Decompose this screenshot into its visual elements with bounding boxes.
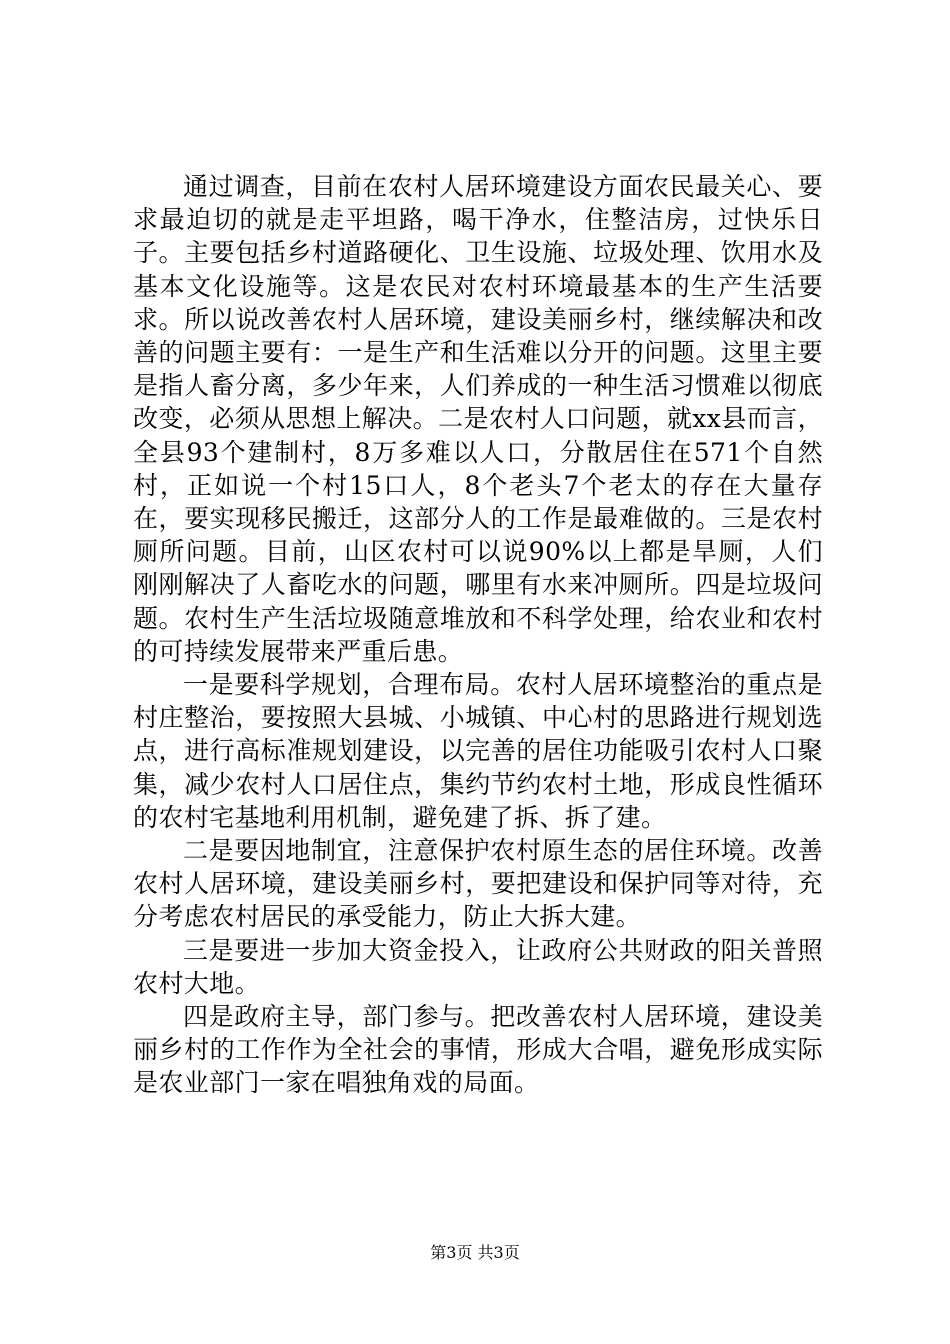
page-number-footer: 第3页 共3页 [430,1243,520,1262]
paragraph: 一是要科学规划，合理布局。农村人居环境整治的重点是村庄整治，要按照大县城、小城镇、中心村的思路进行规划选点，进行高标准规划建设，以完善的居住功能吸引农村人口聚集，减少农村人口居住点，集约节约农村土地，形成良性循环的农村宅基地利用机制，避免建了拆、拆了建。 [133,670,823,832]
paragraph: 四是政府主导，部门参与。把改善农村人居环境，建设美丽乡村的工作作为全社会的事情，形成大合唱，避免形成实际是农业部门一家在唱独角戏的局面。 [133,1002,823,1098]
paragraph: 通过调查，目前在农村人居环境建设方面农民最关心、要求最迫切的就是走平坦路，喝干净水，住整洁房，过快乐日子。主要包括乡村道路硬化、卫生设施、垃圾处理、饮用水及基本文化设施等。这是农民对农村环境最基本的生产生活要求。所以说改善农村人居环境，建设美丽乡村，继续解决和改善的问题主要有：一是生产和生活难以分开的问题。这里主要是指人畜分离，多少年来，人们养成的一种生活习惯难以彻底改变，必须从思想上解决。二是农村人口问题，就xx县而言，全县93个建制村，8万多难以人口，分散居住在571个自然村，正如说一个村15口人，8个老头7个老太的存在大量存在，要实现移民搬迁，这部分人的工作是最难做的。三是农村厕所问题。目前，山区农村可以说90%以上都是旱厕，人们刚刚解决了人畜吃水的问题，哪里有水来冲厕所。四是垃圾问题。农村生产生活垃圾随意堆放和不科学处理，给农业和农村的可持续发展带来严重后患。 [133,172,823,666]
document-body [133,170,823,1100]
paragraph: 二是要因地制宜，注意保护农村原生态的居住环境。改善农村人居环境，建设美丽乡村，要把建设和保护同等对待，充分考虑农村居民的承受能力，防止大拆大建。 [133,836,823,932]
paragraph: 三是要进一步加大资金投入，让政府公共财政的阳关普照农村大地。 [133,935,823,998]
